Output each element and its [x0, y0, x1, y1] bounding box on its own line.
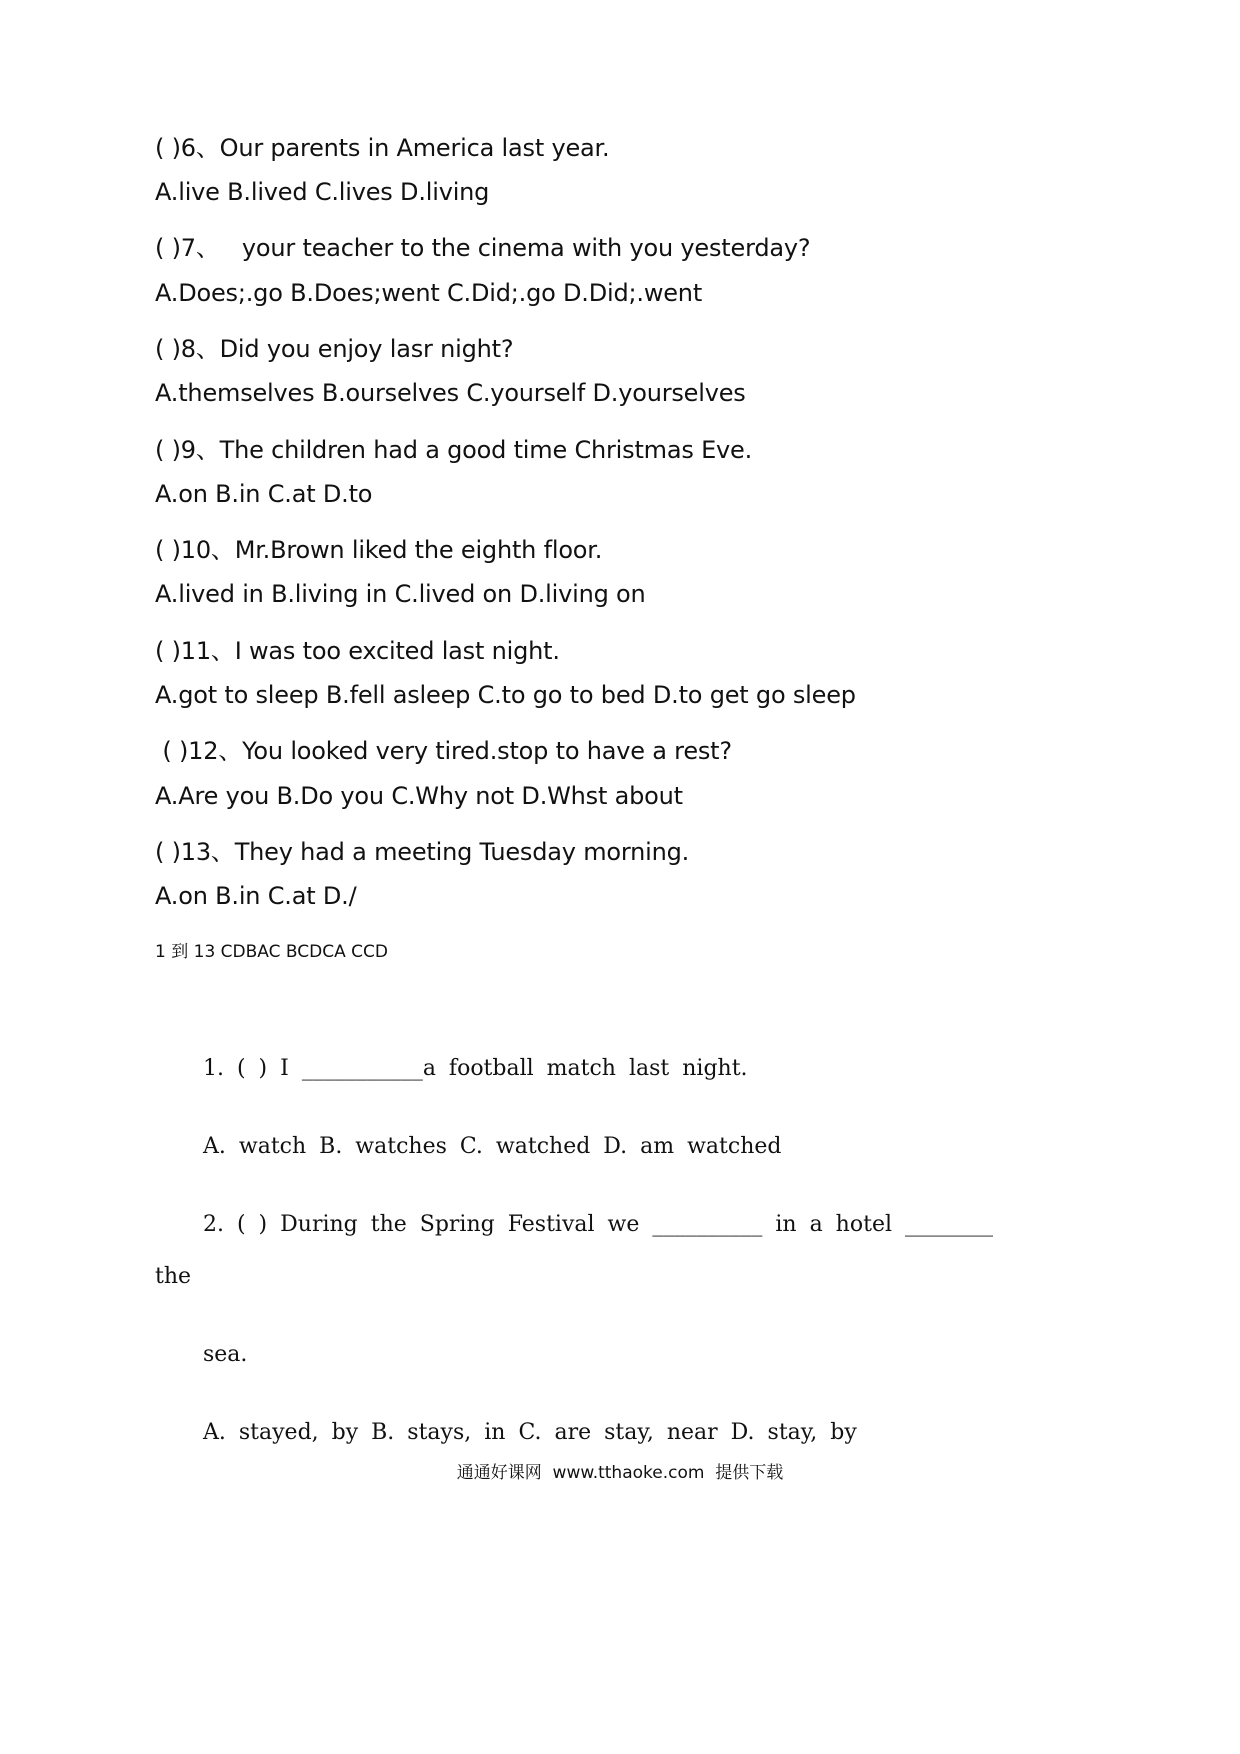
- question-11-options: A.got to sleep B.fell asleep C.to go to bed D.to get go sleep: [155, 681, 856, 709]
- question-10: ( )10、Mr.Brown liked the eighth floor.: [155, 536, 603, 564]
- part2-question-1: 1. ( ) I ___________a football match last night.: [203, 1056, 748, 1081]
- question-12-options: A.Are you B.Do you C.Why not D.Whst about: [155, 782, 683, 810]
- question-13: ( )13、They had a meeting Tuesday morning.: [155, 838, 690, 866]
- page-footer: 通通好课网 www.tthaoke.com 提供下载: [456, 1463, 784, 1483]
- question-13-options: A.on B.in C.at D./: [155, 882, 357, 910]
- part2-question-2-options: A. stayed, by B. stays, in C. are stay, near D. stay, by: [203, 1420, 857, 1445]
- part2-question-2-continued: the: [155, 1264, 192, 1289]
- part2-question-2-continued-2: sea.: [203, 1342, 248, 1367]
- part2-question-1-options: A. watch B. watches C. watched D. am watched: [203, 1134, 782, 1159]
- question-10-options: A.lived in B.living in C.lived on D.living on: [155, 580, 646, 608]
- question-6: ( )6、Our parents in America last year.: [155, 134, 610, 162]
- question-7: ( )7、 your teacher to the cinema with you yesterday?: [155, 234, 811, 262]
- question-8: ( )8、Did you enjoy lasr night?: [155, 335, 514, 363]
- question-9-options: A.on B.in C.at D.to: [155, 480, 373, 508]
- question-6-options: A.live B.lived C.lives D.living: [155, 178, 490, 206]
- question-11: ( )11、I was too excited last night.: [155, 637, 560, 665]
- question-12: ( )12、You looked very tired.stop to have a rest?: [155, 737, 732, 765]
- question-8-options: A.themselves B.ourselves C.yourself D.yourselves: [155, 379, 746, 407]
- part2-question-2: 2. ( ) During the Spring Festival we __________ in a hotel ________: [203, 1212, 993, 1237]
- question-9: ( )9、The children had a good time Christmas Eve.: [155, 436, 753, 464]
- answer-key: 1 到 13 CDBAC BCDCA CCD: [155, 942, 388, 962]
- question-7-options: A.Does;.go B.Does;went C.Did;.go D.Did;.went: [155, 279, 703, 307]
